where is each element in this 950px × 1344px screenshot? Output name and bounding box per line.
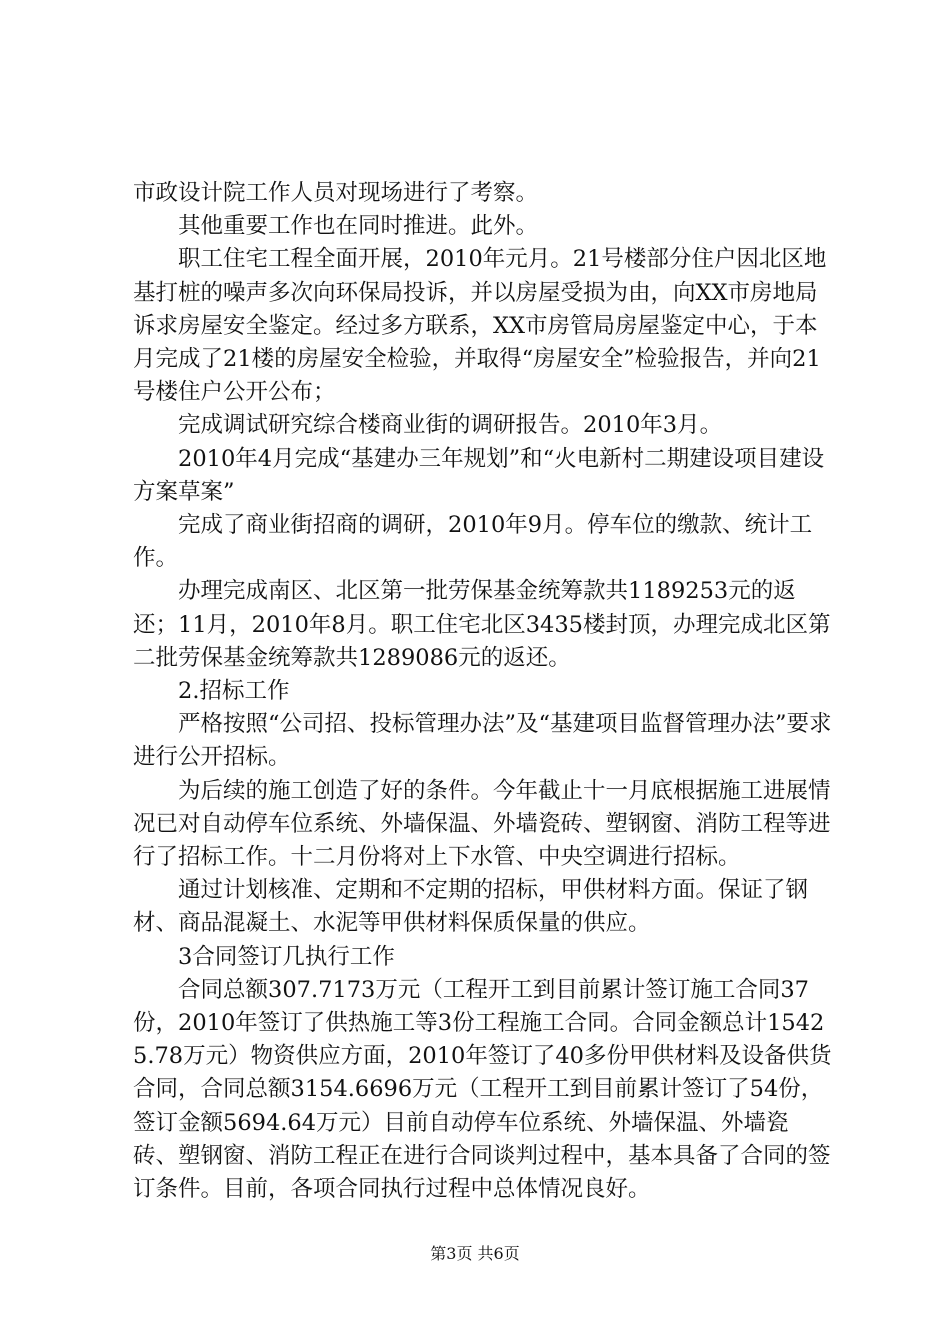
document-body: [133, 177, 833, 1206]
paragraph-10: 为后续的施工创造了好的条件。今年截止十一月底根据施工进展情况已对自动停车位系统、外墙保温、外墙瓷砖、塑钢窗、消防工程等进行了招标工作。十二月份将对上下水管、中央空调进行招标。: [133, 777, 831, 871]
paragraph-1: 市政设计院工作人员对现场进行了考察。: [133, 180, 539, 206]
section-heading-contracts: 3合同签订几执行工作: [178, 943, 395, 970]
page-number-footer: 第3页 共6页: [430, 1244, 520, 1263]
paragraph-3: 职工住宅工程全面开展，2010年元月。21号楼部分住户因北区地基打桩的噪声多次向环保局投诉，并以房屋受损为由，向XX市房地局诉求房屋安全鉴定。经过多方联系，XX市房管局房屋鉴定中心，于本月完成了21楼的房屋安全检验，并取得“房屋安全”检验报告，并向21号楼住户公开公布；: [133, 246, 827, 406]
paragraph-9: 严格按照“公司招、投标管理办法”及“基建项目监督管理办法”要求进行公开招标。: [133, 711, 832, 771]
paragraph-4: 完成调试研究综合楼商业街的调研报告。2010年3月。: [178, 412, 723, 439]
section-heading-bidding: 2.招标工作: [178, 678, 290, 705]
paragraph-13: 合同总额307.7173万元（工程开工到目前累计签订施工合同37份，2010年签订了供热施工等3份工程施工合同。合同金额总计15425.78万元）物资供应方面，2010年签订了40多份甲供材料及设备供货合同，合同总额3154.6696万元（工程开工到目前累计签订了54份，签订金额5694.64万元）目前自动停车位系统、外墙保温、外墙瓷砖、塑钢窗、消防工程正在进行合同谈判过程中，基本具备了合同的签订条件。目前，各项合同执行过程中总体情况良好。: [133, 976, 832, 1203]
paragraph-11: 通过计划核准、定期和不定期的招标，甲供材料方面。保证了钢材、商品混凝土、水泥等甲供材料保质保量的供应。: [133, 877, 809, 937]
paragraph-6: 完成了商业街招商的调研，2010年9月。停车位的缴款、统计工作。: [133, 512, 813, 572]
paragraph-7: 办理完成南区、北区第一批劳保基金统筹款共1189253元的返还；11月，2010年8月。职工住宅北区3435楼封顶，办理完成北区第二批劳保基金统筹款共1289086元的返还。: [133, 578, 831, 671]
paragraph-2: 其他重要工作也在同时推进。此外。: [178, 213, 539, 240]
paragraph-5: 2010年4月完成“基建办三年规划”和“火电新村二期建设项目建设方案草案”: [133, 445, 825, 505]
